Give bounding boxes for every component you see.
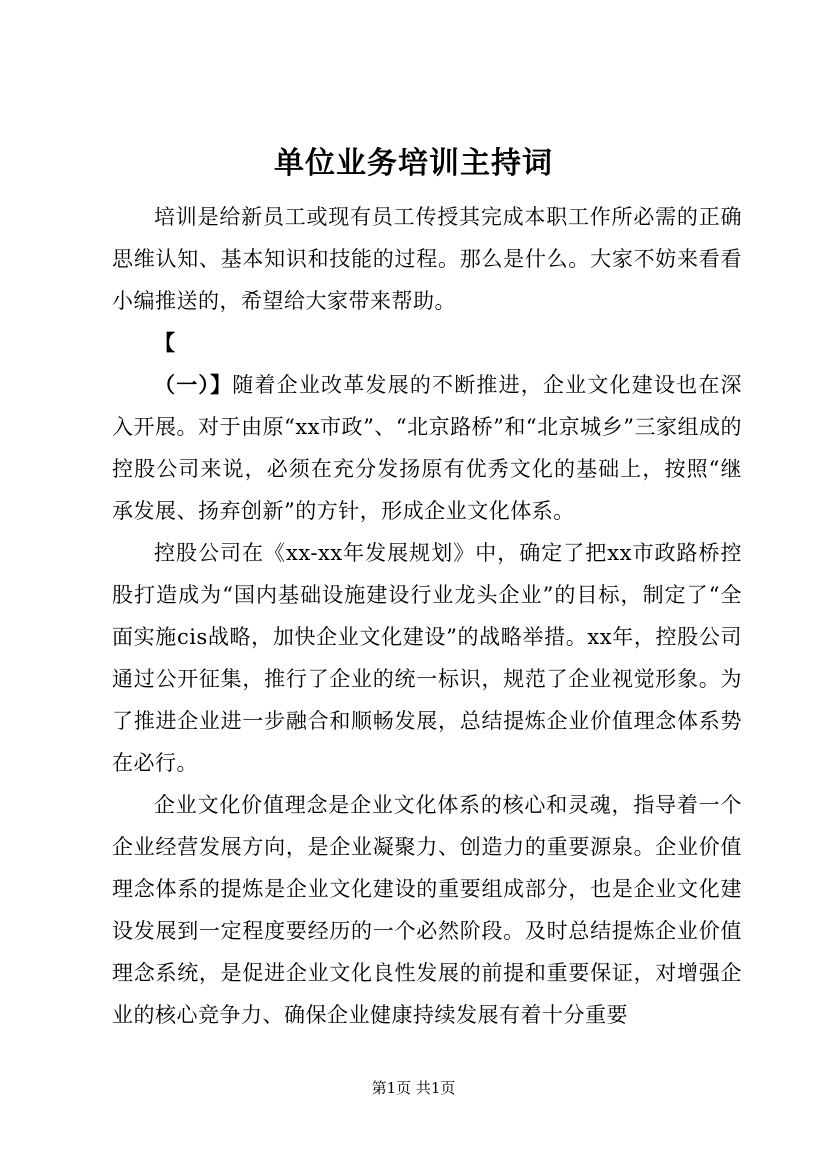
document-body	[112, 196, 742, 1036]
paragraph-2: 控股公司在《xx-xx年发展规划》中，确定了把xx市政路桥控股打造成为“国内基础设施建设行业龙头企业”的目标，制定了“全面实施cis战略，加快企业文化建设”的战略举措。xx年，控股公司通过公开征集，推行了企业的统一标识，规范了企业视觉形象。为了推进企业进一步融合和顺畅发展，总结提炼企业价值理念体系势在必行。	[112, 541, 742, 775]
section-bracket: 【	[154, 330, 175, 355]
section-label: （一）】	[154, 372, 233, 397]
page-footer: 第1页 共1页	[371, 1079, 456, 1097]
paragraph-1	[112, 364, 742, 532]
paragraph-1-text: 随着企业改革发展的不断推进，企业文化建设也在深入开展。对于由原“xx市政”、“北京路桥”和“北京城乡”三家组成的控股公司来说，必须在充分发扬原有优秀文化的基础上，按照“继承发展、扬弃创新”的方针，形成企业文化体系。	[112, 373, 743, 523]
intro-paragraph: 培训是给新员工或现有员工传授其完成本职工作所必需的正确思维认知、基本知识和技能的过程。那么是什么。大家不妨来看看小编推送的，希望给大家带来帮助。	[112, 205, 742, 313]
document-title: 单位业务培训主持词	[274, 146, 553, 181]
paragraph-3: 企业文化价值理念是企业文化体系的核心和灵魂，指导着一个企业经营发展方向，是企业凝聚力、创造力的重要源泉。企业价值理念体系的提炼是企业文化建设的重要组成部分，也是企业文化建设发展到一定程度要经历的一个必然阶段。及时总结提炼企业价值理念系统，是促进企业文化良性发展的前提和重要保证，对增强企业的核心竞争力、确保企业健康持续发展有着十分重要	[112, 793, 742, 1027]
